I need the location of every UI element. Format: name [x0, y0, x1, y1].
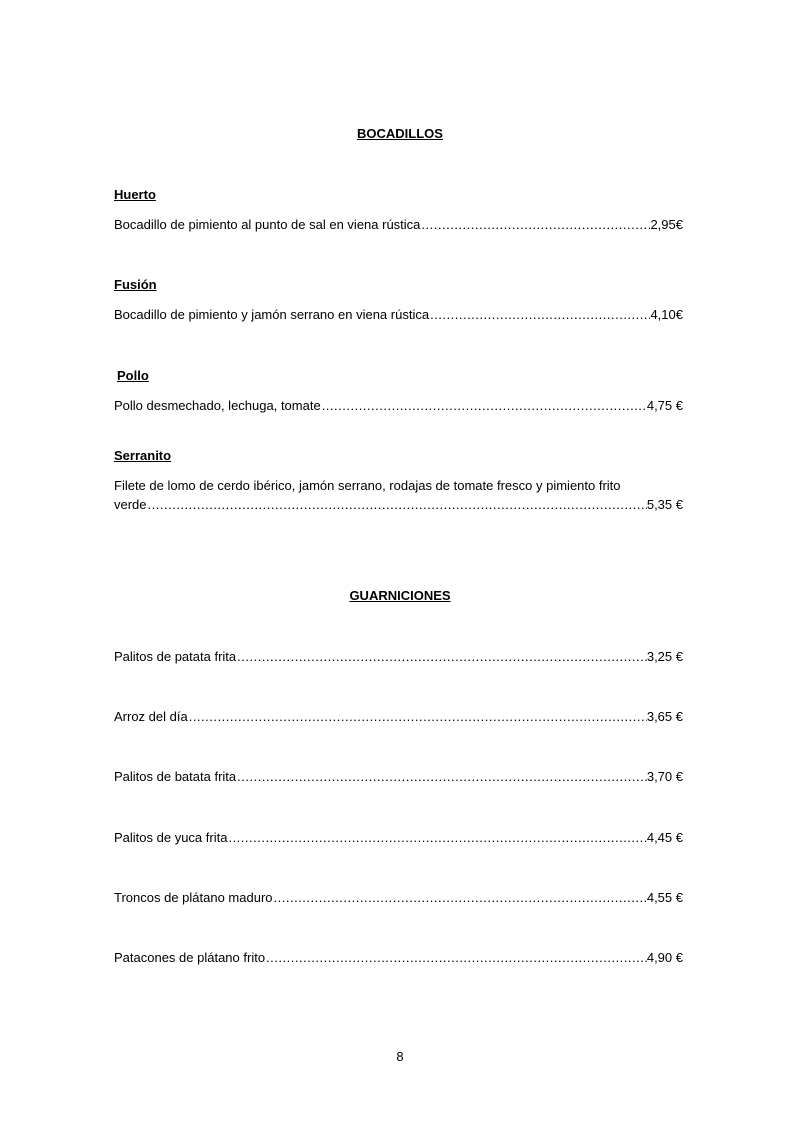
section-title-bocadillos: BOCADILLOS [357, 126, 443, 141]
item-price: 5,35 € [646, 497, 683, 512]
menu-line-huerto [114, 217, 683, 232]
menu-line-batata [114, 769, 683, 784]
menu-line-fusion [114, 307, 683, 322]
item-name-serranito: Serranito [114, 448, 172, 463]
menu-line-yuca [114, 830, 683, 845]
dot-leader [147, 497, 647, 512]
dot-leader [236, 769, 647, 784]
item-price: 2,95€ [650, 217, 683, 232]
item-price: 4,45 € [646, 830, 683, 845]
dot-leader [420, 217, 650, 232]
item-description: verde [114, 497, 147, 512]
menu-line-patata [114, 649, 683, 664]
page-number: 8 [396, 1049, 404, 1064]
item-price: 4,10€ [650, 307, 683, 322]
dot-leader [273, 890, 647, 905]
dot-leader [236, 649, 647, 664]
item-price: 3,25 € [646, 649, 683, 664]
dot-leader [429, 307, 650, 322]
menu-line-arroz [114, 709, 683, 724]
item-price: 4,55 € [646, 890, 683, 905]
menu-line-patacones [114, 950, 683, 965]
item-price: 4,90 € [646, 950, 683, 965]
dot-leader [227, 830, 646, 845]
item-name-pollo: Pollo [117, 368, 149, 383]
menu-line-serranito [114, 497, 683, 512]
item-description: Patacones de plátano frito [114, 950, 266, 965]
section-title-guarniciones: GUARNICIONES [349, 588, 451, 603]
item-description: Arroz del día [114, 709, 188, 724]
item-description-serranito-line1: Filete de lomo de cerdo ibérico, jamón serrano, rodajas de tomate fresco y pimiento frito [114, 478, 621, 493]
menu-line-troncos [114, 890, 683, 905]
dot-leader [265, 950, 647, 965]
item-price: 3,65 € [646, 709, 683, 724]
item-name-fusion: Fusión [114, 277, 157, 292]
item-description: Palitos de patata frita [114, 649, 237, 664]
dot-leader [321, 398, 647, 413]
item-description: Bocadillo de pimiento y jamón serrano en viena rústica [114, 307, 430, 322]
menu-line-pollo [114, 398, 683, 413]
item-price: 3,70 € [646, 769, 683, 784]
item-description: Palitos de batata frita [114, 769, 237, 784]
item-description: Troncos de plátano maduro [114, 890, 273, 905]
item-name-huerto: Huerto [114, 187, 156, 202]
item-description: Pollo desmechado, lechuga, tomate [114, 398, 321, 413]
item-description: Palitos de yuca frita [114, 830, 228, 845]
item-price: 4,75 € [646, 398, 683, 413]
dot-leader [188, 709, 647, 724]
item-description: Bocadillo de pimiento al punto de sal en viena rústica [114, 217, 421, 232]
